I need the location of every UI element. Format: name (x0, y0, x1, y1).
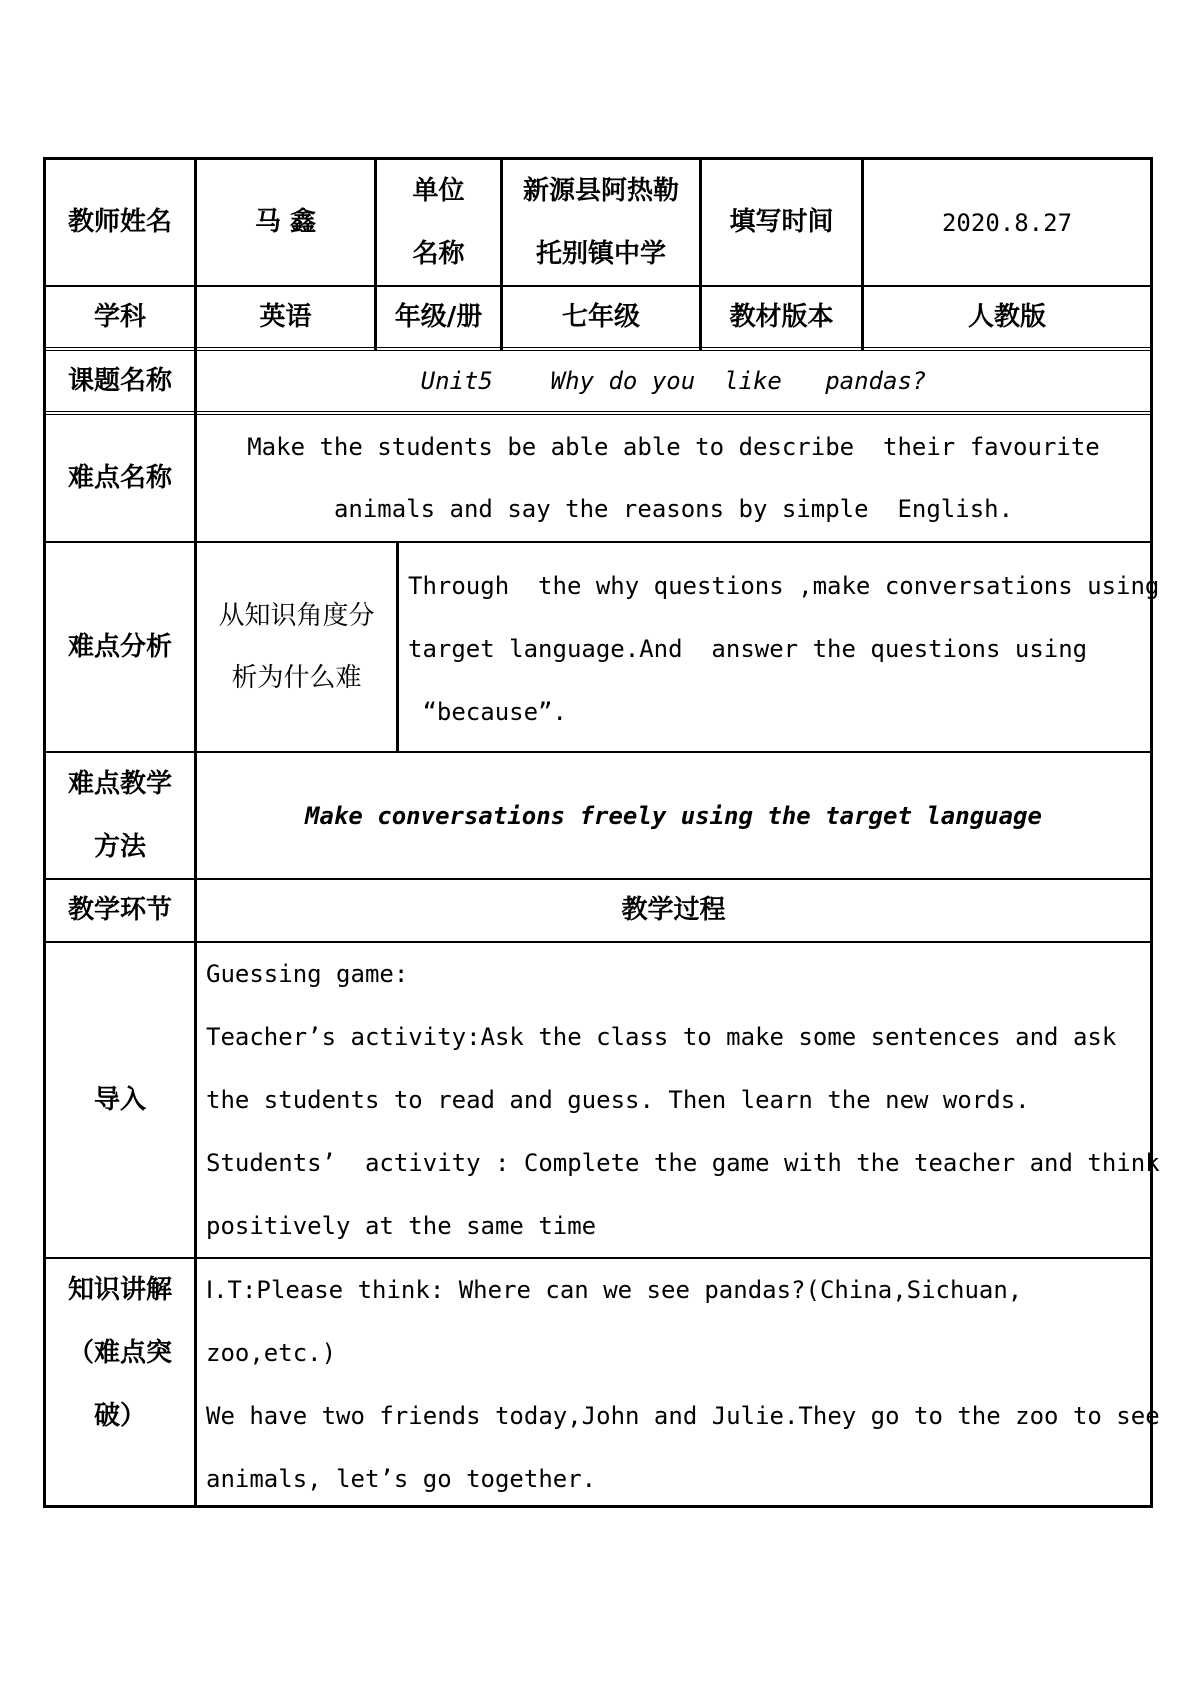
topic-label: 课题名称 (67, 365, 172, 396)
grade-value: 七年级 (561, 301, 640, 332)
teacher-name-label: 教师姓名 (67, 207, 172, 237)
difficulty-line: animals and say the reasons by simple English. (333, 495, 1014, 523)
method-label-line: 方法 (93, 831, 146, 862)
process-header: 教学过程 (621, 895, 726, 925)
unit-name-label-line2: 名称 (412, 238, 465, 269)
analysis-label: 难点分析 (67, 631, 172, 662)
unit-name-value-line1: 新源县阿热勒 (522, 175, 679, 206)
difficulty-label: 难点名称 (67, 462, 172, 493)
difficulty-line: Make the students be able able to describe their favourite (247, 433, 1100, 461)
analysis-line: target language.And answer the questions using (408, 635, 1088, 663)
method-label-line: 难点教学 (67, 768, 172, 799)
knowledge-text (206, 1259, 1160, 1511)
intro-text (206, 943, 1160, 1258)
subject-value: 英语 (259, 301, 312, 332)
unit-name-label (377, 160, 500, 285)
unit-name-value-line2: 托别镇中学 (535, 238, 666, 269)
column-divider (396, 543, 399, 751)
intro-line: Students’ activity : Complete the game with the teacher and think (206, 1149, 1160, 1177)
intro-line: positively at the same time (206, 1212, 597, 1240)
subject-label: 学科 (93, 301, 146, 332)
topic-value: Unit5 Why do you like pandas? (420, 367, 927, 395)
knowledge-label (46, 1259, 194, 1448)
unit-name-value (503, 160, 699, 285)
intro-label: 导入 (93, 1084, 146, 1115)
knowledge-label-line: 知识讲解 (67, 1275, 172, 1305)
edition-label: 教材版本 (729, 301, 834, 332)
teacher-name-value: 马 鑫 (254, 207, 317, 237)
unit-name-label-line1: 单位 (412, 175, 465, 206)
intro-line: Teacher’s activity:Ask the class to make some sentences and ask (206, 1023, 1117, 1051)
method-label (46, 753, 194, 878)
knowledge-line: animals, let’s go together. (206, 1465, 597, 1493)
stage-header: 教学环节 (67, 895, 172, 925)
edition-value: 人教版 (967, 301, 1046, 332)
analysis-text (408, 555, 1159, 744)
intro-line: Guessing game: (206, 960, 409, 988)
grade-label: 年级/册 (394, 301, 483, 332)
analysis-sub-label-line: 析为什么难 (231, 663, 362, 693)
analysis-sub-label-line: 从知识角度分 (218, 601, 375, 631)
analysis-line: Through the why questions ,make conversations using (408, 572, 1160, 600)
difficulty-value (197, 415, 1150, 541)
knowledge-label-line: 破） (93, 1401, 146, 1431)
analysis-line: “because”. (408, 698, 567, 726)
method-value: Make conversations freely using the target language (305, 801, 1042, 830)
fill-date-value: 2020.8.27 (941, 208, 1073, 237)
fill-date-label: 填写时间 (729, 207, 834, 237)
lesson-plan-table (43, 157, 1160, 1508)
analysis-sub-label (197, 543, 396, 751)
knowledge-line: We have two friends today,John and Julie.They go to the zoo to see (206, 1402, 1160, 1430)
knowledge-line: zoo,etc.) (206, 1339, 337, 1367)
knowledge-label-line: （难点突 (67, 1338, 172, 1368)
intro-line: the students to read and guess. Then learn the new words. (206, 1086, 1030, 1114)
knowledge-line: Ⅰ.T:Please think: Where can we see pandas?(China,Sichuan, (206, 1276, 1023, 1304)
